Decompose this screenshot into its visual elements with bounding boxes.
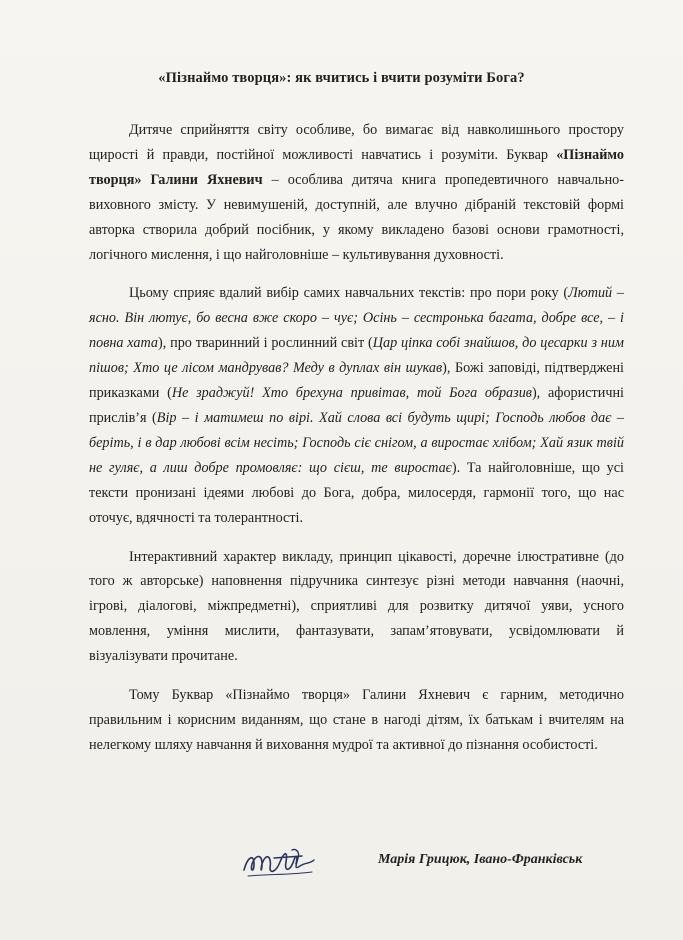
text-segment: ). Та найголовніше, що усі тексти пронизані ідеями любові до Бога, добра, милосердя, гармонії того, що нас оточує, вдячності та толерантності. xyxy=(89,459,625,526)
text-segment: ), Божі заповіді, підтверджені приказками ( xyxy=(89,360,624,402)
quote-italic: Лютий – ясно. Він лютує, бо весна вже скоро – чує; Осінь – сестронька багата, добре все, – і повна хата xyxy=(89,285,624,352)
text-segment: Дитяче сприйняття світу особливе, бо вимагає від навколишнього простору щирості й правди, постійної можливості навчатись і розуміти. Буквар xyxy=(89,122,624,163)
book-title-bold: «Пізнаймо творця» Галини Яхневич xyxy=(89,146,624,188)
text-segment: Цьому сприяє вдалий вибір самих навчальних текстів: про пори року ( xyxy=(129,285,569,302)
text-segment: – особлива дитяча книга пропедевтичного навчально-виховного змісту. У невимушеній, доступній, але влучно дібраній текстовій формі авторка створила добрий посібник, у якому викладено базові основи грамотності, логічного мислення, і що найголовніше – культивування духовності. xyxy=(89,171,624,263)
quote-italic: Вір – і матимеш по вірі. Хай слова всі будуть щирі; Господь любов дає – беріть, і в дар любові всім несіть; Господь сіє снігом, а виростає хлібом; Хай язик твій не гуляє, а лиш добре промовляє: що сієш, те виростає xyxy=(89,409,624,476)
paragraph-4 xyxy=(89,683,624,758)
text-segment: Тому Буквар «Пізнаймо творця» Галини Яхневич є гарним, методично правильним і корисним виданням, що стане в нагоді дітям, їх батькам і вчителям на нелегкому шляху навчання й виховання мудрої та активної до пізнання особистості. xyxy=(89,687,624,753)
text-segment: ), про тваринний і рослинний світ ( xyxy=(158,335,373,352)
paragraph-1 xyxy=(89,118,624,267)
quote-italic: Цар ціпка собі знайшов, до цесарки з ним пішов; Хто це лісом мандрував? Меду в дуплах він шукав xyxy=(89,335,624,377)
document-body xyxy=(89,118,624,758)
document-title: «Пізнаймо творця»: як вчитись і вчити розуміти Бога? xyxy=(158,70,525,86)
paragraph-3 xyxy=(89,545,624,670)
text-segment: Інтерактивний характер викладу, принцип цікавості, доречне ілюстративне (до того ж авторське) наповнення підручника синтезує різні методи навчання (наочні, ігрові, діалогові, міжпредметні), сприятливі для розвитку дитячої уяви, усного мовлення, уміння мислити, фантазувати, запам’ятовувати, усвідомлювати й візуалізувати прочитане. xyxy=(89,548,624,665)
quote-italic: Не зраджуй! Хто брехуна привітав, той Бога образив xyxy=(171,385,532,402)
author-signature-line: Марія Грицюк, Івано-Франківськ xyxy=(378,852,583,867)
handwritten-signature xyxy=(240,842,320,882)
text-segment: ), афористичні прислів’я ( xyxy=(89,385,624,426)
paragraph-2 xyxy=(89,281,624,530)
